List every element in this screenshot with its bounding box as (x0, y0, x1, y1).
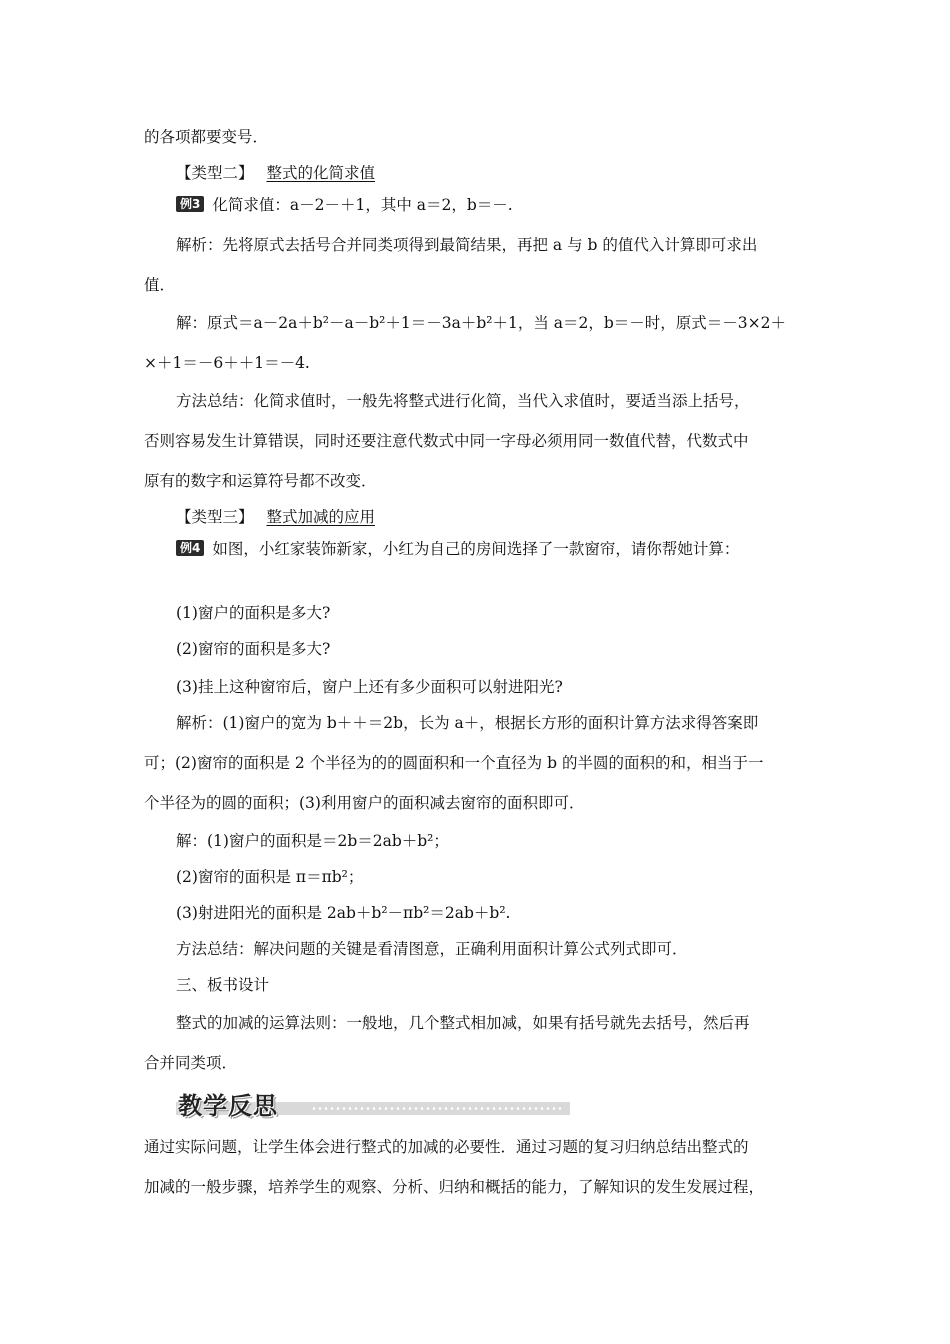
text-line: (2)窗帘的面积是多大? (176, 640, 331, 658)
text-line: 加减的一般步骤，培养学生的观察、分析、归纳和概括的能力，了解知识的发生发展过程， (144, 1178, 765, 1196)
text-line: 方法总结：化简求值时，一般先将整式进行化简，当代入求值时，要适当添上括号， (176, 392, 750, 410)
example-badge: 例3 (176, 196, 204, 212)
text-line: 个半径为的圆的面积；(3)利用窗户的面积减去窗帘的面积即可． (144, 794, 585, 812)
text-line: 解：(1)窗户的面积是＝2b＝2ab＋b²； (176, 832, 449, 850)
banner-dots (311, 1102, 561, 1115)
text-line: 三、板书设计 (176, 976, 270, 994)
example-3-question (176, 194, 513, 216)
reflection-banner (176, 1086, 570, 1120)
text-line: 原有的数字和运算符号都不改变． (144, 472, 377, 490)
text-line: (1)窗户的面积是多大? (176, 604, 331, 622)
section-heading-type3 (176, 506, 375, 528)
example-text: 化简求值：a－2－＋1，其中 a＝2，b＝－. (212, 196, 513, 214)
section-label: 【类型二】 (176, 164, 254, 182)
reflection-title: 教学反思 (178, 1092, 278, 1120)
example-text: 如图，小红家装饰新家，小红为自己的房间选择了一款窗帘，请你帮她计算： (212, 540, 740, 558)
text-line: 的各项都要变号． (144, 128, 269, 146)
text-line: (2)窗帘的面积是 π＝πb²； (176, 868, 364, 886)
text-line: 合并同类项． (144, 1054, 238, 1072)
text-line: 否则容易发生计算错误，同时还要注意代数式中同一字母必须用同一数值代替，代数式中 (144, 432, 749, 450)
section-heading-type2 (176, 162, 375, 184)
text-line: 通过实际问题，让学生体会进行整式的加减的必要性．通过习题的复习归纳总结出整式的 (144, 1138, 749, 1156)
text-line: 解析：先将原式去括号合并同类项得到最简结果，再把 a 与 b 的值代入计算即可求出 (176, 236, 758, 254)
text-line: (3)挂上这种窗帘后，窗户上还有多少面积可以射进阳光? (176, 678, 563, 696)
text-line: 解析：(1)窗户的宽为 b＋＋＝2b，长为 a＋，根据长方形的面积计算方法求得答案即 (176, 714, 759, 732)
text-line: (3)射进阳光的面积是 2ab＋b²－πb²＝2ab＋b². (176, 904, 511, 922)
text-line: 值． (144, 276, 176, 294)
section-title: 整式的化简求值 (266, 164, 375, 182)
text-line: 方法总结：解决问题的关键是看清图意，正确利用面积计算公式列式即可． (176, 940, 688, 958)
text-line: ×＋1＝－6＋＋1＝－4. (144, 354, 310, 372)
example-4-question (176, 538, 739, 560)
example-badge: 例4 (176, 540, 204, 556)
text-line: 可；(2)窗帘的面积是 2 个半径为的的圆面积和一个直径为 b 的半圆的面积的和，相当于一 (144, 754, 764, 772)
text-line: 解：原式＝a－2a＋b²－a－b²＋1＝－3a＋b²＋1，当 a＝2，b＝－时，原式＝－3×2＋ (176, 314, 786, 332)
section-title: 整式加减的应用 (266, 508, 375, 526)
section-label: 【类型三】 (176, 508, 254, 526)
text-line: 整式的加减的运算法则：一般地，几个整式相加减，如果有括号就先去括号，然后再 (176, 1014, 750, 1032)
